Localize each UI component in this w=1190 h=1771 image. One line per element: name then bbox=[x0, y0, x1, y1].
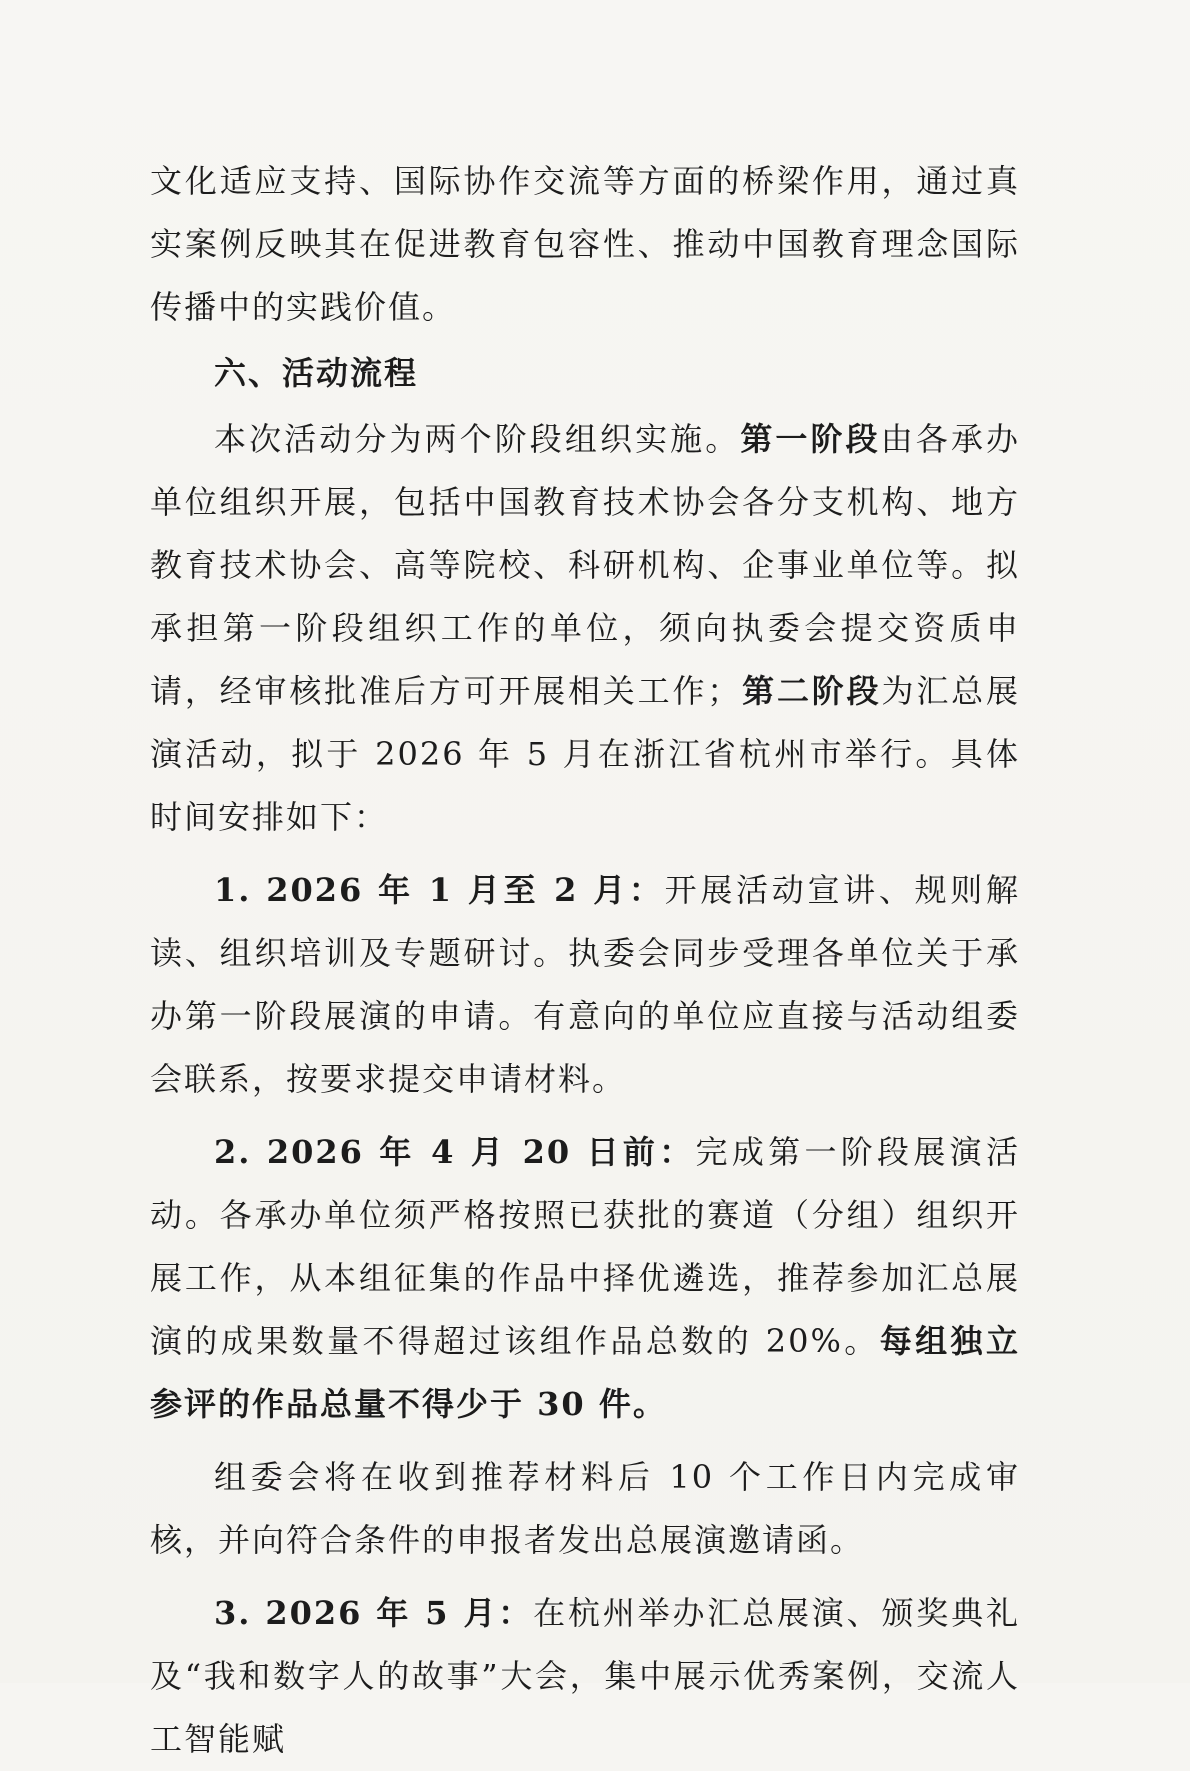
stage-two-label: 第二阶段 bbox=[741, 672, 882, 710]
schedule-item-2-text: 完成第一阶段展演活动。各承办单位须严格按照已获批的赛道（分组）组织开展工作，从本组征集的作品中择优遴选，推荐参加汇总展演的成果数量不得超过该组作品总数的 20%。 bbox=[150, 1133, 1020, 1360]
stage-overview-text-2: 由各承办单位组织开展，包括中国教育技术协会各分支机构、地方教育技术协会、高等院校、科研机构、企事业单位等。拟承担第一阶段组织工作的单位，须向执委会提交资质申请，经审核批准后方可开展相关工作； bbox=[150, 420, 1020, 710]
schedule-item-3-label: 3. 2026 年 5 月： bbox=[214, 1594, 534, 1632]
schedule-item-3 bbox=[150, 1582, 1020, 1771]
schedule-item-1-label: 1. 2026 年 1 月至 2 月： bbox=[214, 871, 665, 909]
section-heading-activity-process: 六、活动流程 bbox=[214, 354, 419, 392]
schedule-item-2 bbox=[150, 1121, 1020, 1436]
schedule-item-1 bbox=[150, 859, 1020, 1111]
document-body bbox=[150, 150, 1020, 1771]
schedule-item-2-label: 2. 2026 年 4 月 20 日前： bbox=[214, 1133, 696, 1171]
schedule-item-2-requirement: 每组独立参评的作品总量不得少于 30 件。 bbox=[150, 1322, 1020, 1423]
stage-overview-text-3: 为汇总展演活动，拟于 2026 年 5 月在浙江省杭州市举行。具体时间安排如下： bbox=[150, 672, 1020, 836]
schedule-item-1-text: 开展活动宣讲、规则解读、组织培训及专题研讨。执委会同步受理各单位关于承办第一阶段展演的申请。有意向的单位应直接与活动组委会联系，按要求提交申请材料。 bbox=[150, 871, 1020, 1098]
stage-overview-paragraph bbox=[150, 408, 1020, 849]
stage-overview-text-1: 本次活动分为两个阶段组织实施。 bbox=[214, 420, 741, 458]
intro-paragraph: 文化适应支持、国际协作交流等方面的桥梁作用，通过真实案例反映其在促进教育包容性、推动中国教育理念国际传播中的实践价值。 bbox=[150, 162, 1020, 326]
schedule-item-3-text: 在杭州举办汇总展演、颁奖典礼及“我和数字人的故事”大会，集中展示优秀案例，交流人工智能赋 bbox=[150, 1594, 1020, 1758]
review-paragraph: 组委会将在收到推荐材料后 10 个工作日内完成审核，并向符合条件的申报者发出总展演邀请函。 bbox=[150, 1458, 1020, 1559]
stage-one-label: 第一阶段 bbox=[740, 420, 881, 458]
